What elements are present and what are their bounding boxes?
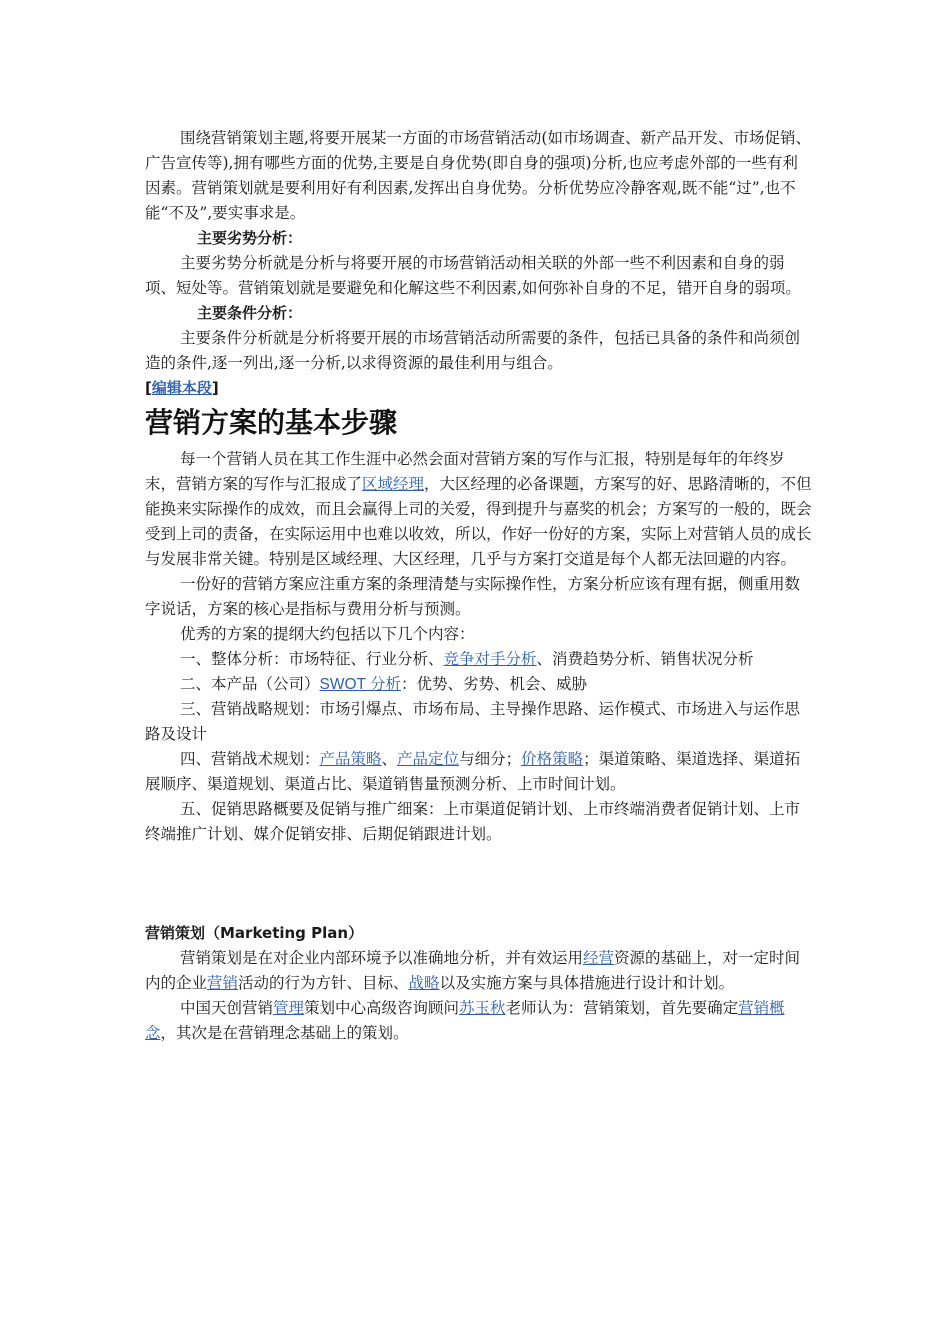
- link-marketing[interactable]: 营销: [207, 974, 239, 992]
- outline-item-5: 五、促销思路概要及促销与推广细案：上市渠道促销计划、上市终端消费者促销计划、上市终端推广计划、媒介促销安排、后期促销跟进计划。: [145, 800, 801, 843]
- outline-item-3: 三、营销战略规划：市场引爆点、市场布局、主导操作思路、运作模式、市场进入与运作思路及设计: [145, 700, 801, 743]
- link-swot-analysis[interactable]: SWOT 分析: [319, 676, 402, 693]
- subheading-conditions: 主要条件分析：: [197, 304, 303, 322]
- link-su-yuqiu[interactable]: 苏玉秋: [459, 999, 506, 1017]
- document-body: [145, 126, 813, 1046]
- link-strategy[interactable]: 战略: [408, 974, 440, 992]
- paragraph-good-plan: 一份好的营销方案应注重方案的条理清楚与实际操作性，方案分析应该有理有据，侧重用数字说话，方案的核心是指标与费用分析与预测。: [145, 575, 801, 618]
- spacer: [145, 847, 813, 921]
- link-marketing-concept[interactable]: 营销概念: [145, 999, 785, 1042]
- outline-item-4: 四、营销战术规划：产品策略、产品定位与细分；价格策略；渠道策略、渠道选择、渠道拓展顺序、渠道规划、渠道占比、渠道销售量预测分析、上市时间计划。: [145, 750, 801, 793]
- paragraph-steps-intro: 每一个营销人员在其工作生涯中必然会面对营销方案的写作与汇报，特别是每年的年终岁末，营销方案的写作与汇报成了区域经理，大区经理的必备课题，方案写的好、思路清晰的，不但能换来实际操作的成效，而且会赢得上司的关爱，得到提升与嘉奖的机会；方案写的一般的，既会受到上司的责备，在实际运用中也难以收效，所以，作好一份好的方案，实际上对营销人员的成长与发展非常关键。特别是区域经理、大区经理，几乎与方案打交道是每个人都无法回避的内容。: [145, 450, 812, 568]
- link-product-positioning[interactable]: 产品定位: [397, 750, 460, 768]
- paragraph-outline-intro: 优秀的方案的提纲大约包括以下几个内容：: [180, 625, 475, 643]
- outline-item-2: 二、本产品（公司）SWOT 分析：优势、劣势、机会、威胁: [180, 675, 588, 693]
- paragraph-weakness: 主要劣势分析就是分析与将要开展的市场营销活动相关联的外部一些不利因素和自身的弱项、短处等。营销策划就是要避免和化解这些不利因素,如何弥补自身的不足，错开自身的弱项。: [145, 254, 801, 297]
- subheading-weakness: 主要劣势分析：: [197, 229, 303, 247]
- link-price-strategy[interactable]: 价格策略: [521, 750, 584, 768]
- paragraph-conditions: 主要条件分析就是分析将要开展的市场营销活动所需要的条件，包括已具备的条件和尚须创造的条件,逐一列出,逐一分析,以求得资源的最佳利用与组合。: [145, 329, 801, 372]
- link-management[interactable]: 管理: [273, 999, 305, 1017]
- paragraph-consultant-view: 中国天创营销管理策划中心高级咨询顾问苏玉秋老师认为：营销策划，首先要确定营销概念，其次是在营销理念基础上的策划。: [145, 999, 785, 1042]
- link-regional-manager[interactable]: 区域经理: [362, 475, 425, 493]
- paragraph-marketing-plan-definition: 营销策划是在对企业内部环境予以准确地分析，并有效运用经营资源的基础上，对一定时间内的企业营销活动的行为方针、目标、战略以及实施方案与具体措施进行设计和计划。: [145, 949, 801, 992]
- paragraph-strength: 围绕营销策划主题,将要开展某一方面的市场营销活动(如市场调查、新产品开发、市场促销、广告宣传等),拥有哪些方面的优势,主要是自身优势(即自身的强项)分析,也应考虑外部的一些有利因素。营销策划就是要利用好有利因素,发挥出自身优势。分析优势应冷静客观,既不能“过”,也不能“不及”,要实事求是。: [145, 129, 811, 222]
- link-operations[interactable]: 经营: [583, 949, 615, 967]
- outline-item-1: 一、整体分析：市场特征、行业分析、竞争对手分析、消费趋势分析、销售状况分析: [180, 650, 754, 668]
- section-heading: 营销方案的基本步骤: [145, 406, 398, 439]
- link-competitor-analysis[interactable]: 竞争对手分析: [443, 650, 537, 668]
- marketing-plan-title: 营销策划（Marketing Plan）: [145, 924, 364, 942]
- edit-section-anchor[interactable]: 编辑本段: [151, 379, 212, 397]
- link-product-strategy[interactable]: 产品策略: [319, 750, 382, 768]
- edit-section-link: [编辑本段]: [145, 379, 219, 397]
